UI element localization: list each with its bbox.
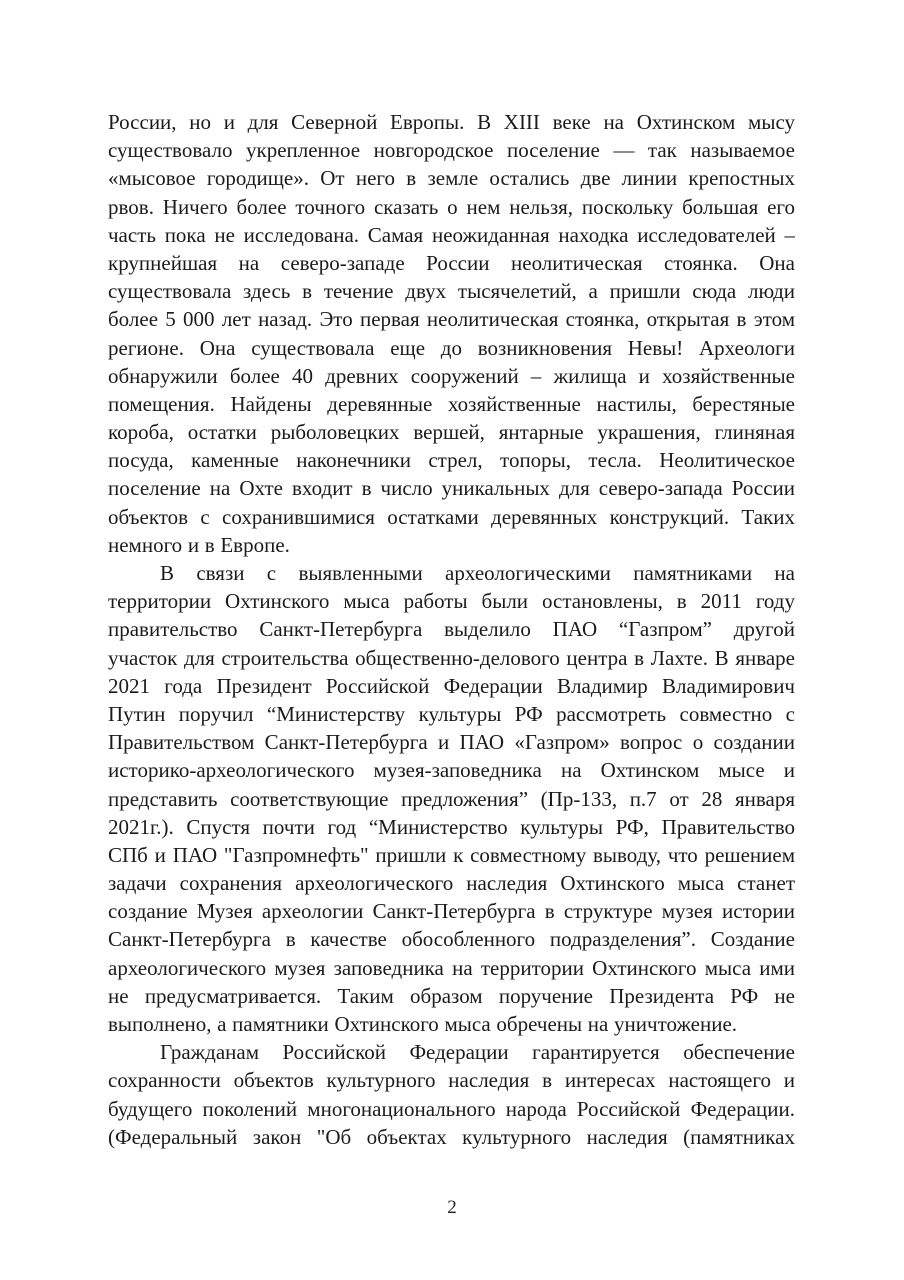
text-line: Санкт-Петербурга в качестве обособленного подразделения”. Создание	[108, 927, 795, 952]
text-line: сохранности объектов культурного наследия в интересах настоящего и	[108, 1068, 795, 1093]
text-line: территории Охтинского мыса работы были остановлены, в 2011 году	[108, 589, 795, 614]
text-line: В связи с выявленными археологическими памятниками на	[160, 561, 795, 585]
text-line: поселение на Охте входит в число уникальных для северо-запада России	[108, 476, 795, 501]
text-line: «мысовое городище». От него в земле остались две линии крепостных	[108, 166, 795, 191]
text-line: участок для строительства общественно-делового центра в Лахте. В январе	[108, 645, 795, 670]
text-line: России, но и для Северной Европы. В XIII веке на Охтинском мысу	[108, 110, 795, 134]
text-line: более 5 000 лет назад. Это первая неолитическая стоянка, открытая в этом	[108, 307, 795, 332]
text-line: помещения. Найдены деревянные хозяйственные настилы, берестяные	[108, 391, 795, 416]
text-line: задачи сохранения археологического наследия Охтинского мыса станет	[108, 871, 795, 896]
text-line: регионе. Она существовала еще до возникновения Невы! Археологи	[108, 335, 795, 360]
text-line: Правительством Санкт-Петербурга и ПАО «Газпром» вопрос о создании	[108, 730, 795, 755]
text-line: объектов с сохранившимися остатками деревянных конструкций. Таких	[108, 504, 795, 529]
text-line: короба, остатки рыболовецких вершей, янтарные украшения, глиняная	[108, 420, 795, 445]
text-line: обнаружили более 40 древних сооружений – жилища и хозяйственные	[108, 363, 795, 388]
page-number: 2	[447, 1197, 457, 1218]
text-line: немного и в Европе.	[108, 532, 290, 557]
text-line: выполнено, а памятники Охтинского мыса обречены на уничтожение.	[108, 1012, 738, 1036]
text-line: существовала здесь в течение двух тысячелетий, а пришли сюда люди	[108, 279, 795, 304]
text-line: создание Музея археологии Санкт-Петербурга в структуре музея истории	[108, 899, 795, 924]
text-line: археологического музея заповедника на территории Охтинского мыса ими	[108, 955, 795, 980]
text-line: рвов. Ничего более точного сказать о нем нельзя, поскольку большая его	[108, 194, 795, 219]
text-line: 2021г.). Спустя почти год “Министерство культуры РФ, Правительство	[108, 814, 795, 839]
text-line: правительство Санкт-Петербурга выделило ПАО “Газпром” другой	[108, 617, 795, 642]
text-line: посуда, каменные наконечники стрел, топоры, тесла. Неолитическое	[108, 448, 795, 473]
text-line: крупнейшая на северо-западе России неолитическая стоянка. Она	[108, 250, 795, 275]
text-line: Гражданам Российской Федерации гарантируется обеспечение	[160, 1040, 795, 1065]
text-line: 2021 года Президент Российской Федерации Владимир Владимирович	[108, 673, 795, 698]
text-line: часть пока не исследована. Самая неожиданная находка исследователей –	[108, 222, 795, 247]
text-line: будущего поколений многонационального народа Российской Федерации.	[108, 1096, 795, 1121]
text-line: не предусматривается. Таким образом поручение Президента РФ не	[108, 983, 795, 1008]
text-line: Путин поручил “Министерству культуры РФ рассмотреть совместно с	[108, 701, 795, 726]
text-line: представить соответствующие предложения” (Пр-133, п.7 от 28 января	[108, 786, 795, 811]
text-line: существовало укрепленное новгородское поселение — так называемое	[108, 138, 795, 163]
text-line: (Федеральный закон "Об объектах культурного наследия (памятниках	[108, 1124, 795, 1149]
text-line: СПб и ПАО "Газпромнефть" пришли к совместному выводу, что решением	[108, 842, 795, 867]
text-line: историко-археологического музея-заповедника на Охтинском мысе и	[108, 758, 795, 783]
document-text	[108, 108, 795, 1151]
